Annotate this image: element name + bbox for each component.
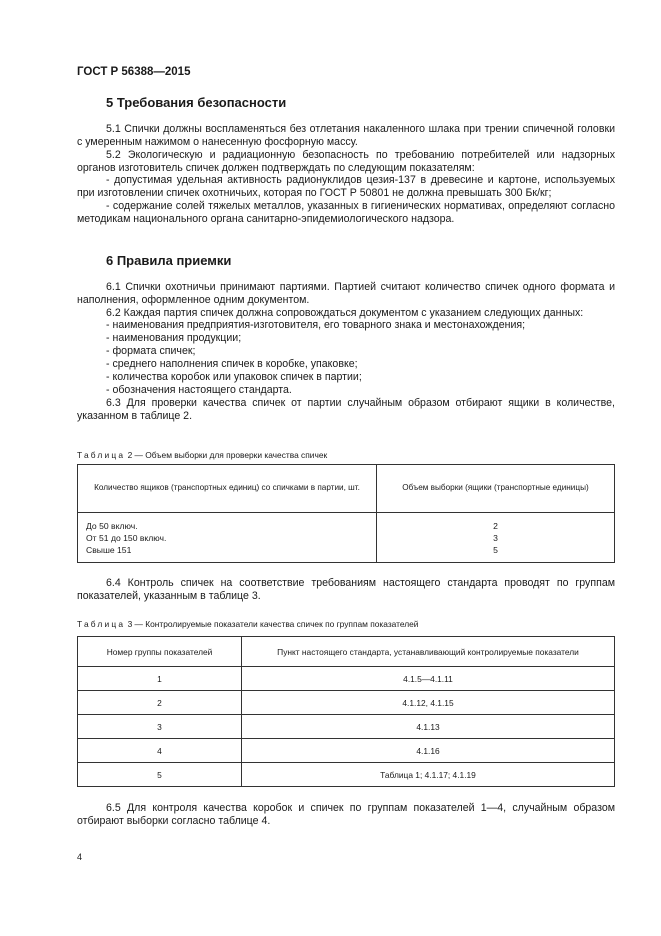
section-5-title: 5 Требования безопасности (106, 95, 287, 110)
table-row (78, 763, 615, 787)
table-row (78, 667, 615, 691)
table-3-clause-cell: 4.1.12, 4.1.15 (242, 691, 615, 715)
table-2 (77, 464, 615, 563)
table-2-size: 5 (493, 544, 498, 555)
paragraph-6-3: 6.3 Для проверки качества спичек от партии случайным образом отбирают ящики в количестве, указанном в таблице 2. (77, 397, 615, 422)
table-3-group-cell: 1 (78, 667, 242, 691)
table-3-header-clause: Пункт настоящего стандарта, устанавливающий контролируемые показатели (242, 637, 615, 667)
table-2-header-quantity: Количество ящиков (транспортных единиц) со спичками в партии, шт. (78, 465, 377, 513)
table-row (78, 739, 615, 763)
list-item: - среднего наполнения спичек в коробке, упаковке; (106, 358, 358, 370)
table-2-sizes-cell (377, 513, 615, 563)
table-3-group-cell: 4 (78, 739, 242, 763)
table-2-caption: Таблица 2 — Объем выборки для проверки качества спичек (77, 450, 328, 460)
table-3-clause-cell: 4.1.13 (242, 715, 615, 739)
table-3-group-cell: 5 (78, 763, 242, 787)
paragraph-6-1: 6.1 Спички охотничьи принимают партиями. Партией считают количество спичек одного формата и наполнения, оформленное одним документом. (77, 281, 615, 306)
paragraph-6-4: 6.4 Контроль спичек на соответствие требованиям настоящего стандарта проводят по группам показателей, указанным в таблице 3. (77, 577, 615, 602)
table-row (78, 715, 615, 739)
list-item: - формата спичек; (106, 345, 196, 357)
paragraph-5-2-item-2: - содержание солей тяжелых металлов, указанных в гигиенических нормативах, определяют согласно методикам национального органа санитарно-эпидемиологического надзора. (77, 200, 615, 225)
paragraph-6-2: 6.2 Каждая партия спичек должна сопровождаться документом с указанием следующих данных: (106, 307, 584, 319)
list-item: - наименования продукции; (106, 332, 242, 344)
paragraph-5-1: 5.1 Спички должны воспламеняться без отлетания накаленного шлака при трении спичечной головки с умеренным нажимом о нанесенную фосфорную массу. (77, 123, 615, 148)
list-item: - обозначения настоящего стандарта. (106, 384, 292, 396)
table-3-header-group: Номер группы показателей (78, 637, 242, 667)
paragraph-5-2: 5.2 Экологическую и радиационную безопасность по требованию потребителей или надзорных органов изготовитель спичек должен подтверждать по следующим показателям: (77, 149, 615, 174)
section-6-title: 6 Правила приемки (106, 253, 232, 268)
table-3-clause-cell: 4.1.16 (242, 739, 615, 763)
list-item: - количества коробок или упаковок спичек в партии; (106, 371, 362, 383)
list-item: - наименования предприятия-изготовителя, его товарного знака и местонахождения; (106, 319, 526, 331)
table-row (78, 691, 615, 715)
paragraph-5-2-item-1: - допустимая удельная активность радионуклидов цезия-137 в древесине и картоне, используемых при изготовлении спичек охотничьих, которая по ГОСТ Р 50801 не должна превышать 300 Бк/кг; (77, 174, 615, 199)
table-3-clause-cell: Таблица 1; 4.1.17; 4.1.19 (242, 763, 615, 787)
table-2-ranges-cell (78, 513, 377, 563)
table-3-group-cell: 2 (78, 691, 242, 715)
table-2-size: 3 (493, 532, 498, 543)
table-2-header-sample: Объем выборки (ящики (транспортные единицы) (377, 465, 615, 513)
table-2-size: 2 (493, 520, 498, 531)
table-3-clause-cell: 4.1.5—4.1.11 (242, 667, 615, 691)
document-header: ГОСТ Р 56388—2015 (77, 66, 191, 78)
table-3-group-cell: 3 (78, 715, 242, 739)
table-2-range: Свыше 151 (86, 544, 132, 555)
page-number: 4 (77, 852, 83, 862)
table-2-range: До 50 включ. (86, 520, 138, 531)
paragraph-6-5: 6.5 Для контроля качества коробок и спичек по группам показателей 1—4, случайным образом отбирают выборки согласно таблице 4. (77, 802, 615, 827)
table-3 (77, 636, 615, 787)
table-2-range: От 51 до 150 включ. (86, 532, 167, 543)
table-3-caption: Таблица 3 — Контролируемые показатели качества спичек по группам показателей (77, 619, 419, 629)
